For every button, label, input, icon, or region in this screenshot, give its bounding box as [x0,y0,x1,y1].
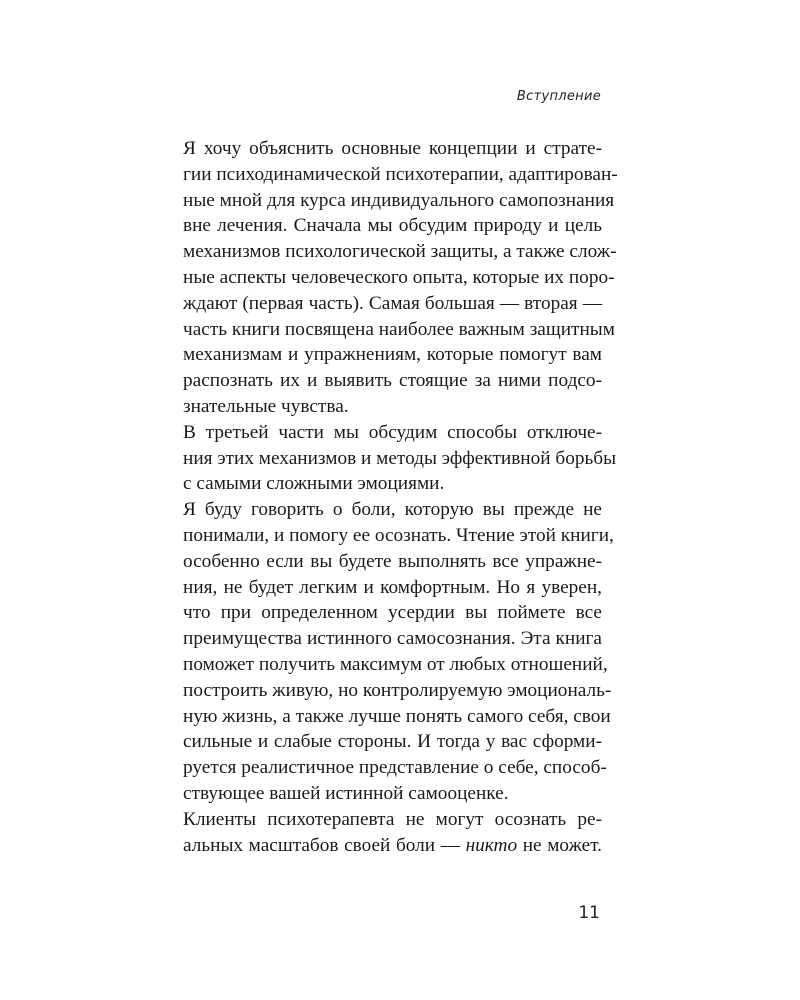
text-line: ные мной для курса индивидуального самопознания [183,189,615,211]
text-line: механизмам и упражнениям, которые помогут вам [183,344,602,366]
text-fragment: не может. [517,834,602,856]
text-line: часть книги посвящена наиболее важным защитным [183,318,615,340]
text-line: ждают (первая часть). Самая большая — вторая — [183,292,602,314]
text-line: механизмов психологической защиты, а также слож- [183,241,617,263]
text-line: ные аспекты человеческого опыта, которые их поро- [183,266,615,288]
emphasized-word: никто [465,834,518,856]
text-line: Я буду говорить о боли, которую вы прежде не [183,499,602,521]
paragraph-3 [160,497,614,807]
text-line: вне лечения. Сначала мы обсудим природу и цель [183,215,602,237]
text-line: Клиенты психотерапевта не могут осознать ре- [183,808,602,830]
text-line: поможет получить максимум от любых отношений, [183,653,608,675]
text-line: руется реалистичное представление о себе, способ- [183,757,607,779]
text-line: ния, не будет легким и комфортным. Но я уверен, [183,576,602,598]
text-line: ствующее вашей истинной самооценке. [183,782,509,804]
text-line: распознать их и выявить стоящие за ними подсо- [183,370,602,392]
text-line: с самыми сложными эмоциями. [183,473,445,495]
text-line: сильные и слабые стороны. И тогда у вас сформи- [183,731,602,753]
text-line: ния этих механизмов и методы эффективной борьбы [183,447,617,469]
paragraph-1 [160,136,618,420]
paragraph-2 [160,420,617,497]
text-line: преимущества истинного самосознания. Эта книга [183,628,602,650]
text-line: гии психодинамической психотерапии, адаптирован- [183,163,618,185]
running-head: Вступление [516,89,601,104]
text-line: Я хочу объяснить основные концепции и страте- [183,138,602,159]
text-line: построить живую, но контролируемую эмоциональ- [183,679,612,701]
text-line: В третьей части мы обсудим способы отключе- [183,421,602,443]
paragraph-4 [160,807,602,859]
body-text [160,136,618,858]
text-line: знательные чувства. [183,395,349,417]
page-number: 11 [578,903,600,923]
text-line: понимали, и помогу ее осознать. Чтение этой книги, [183,524,614,546]
text-line-final [160,833,602,859]
text-fragment: альных масштабов своей боли — [183,834,466,856]
text-line: ную жизнь, а также лучше понять самого себя, свои [183,705,611,727]
text-line: что при определенном усердии вы поймете все [183,602,602,624]
text-line: особенно если вы будете выполнять все упражне- [183,550,602,572]
